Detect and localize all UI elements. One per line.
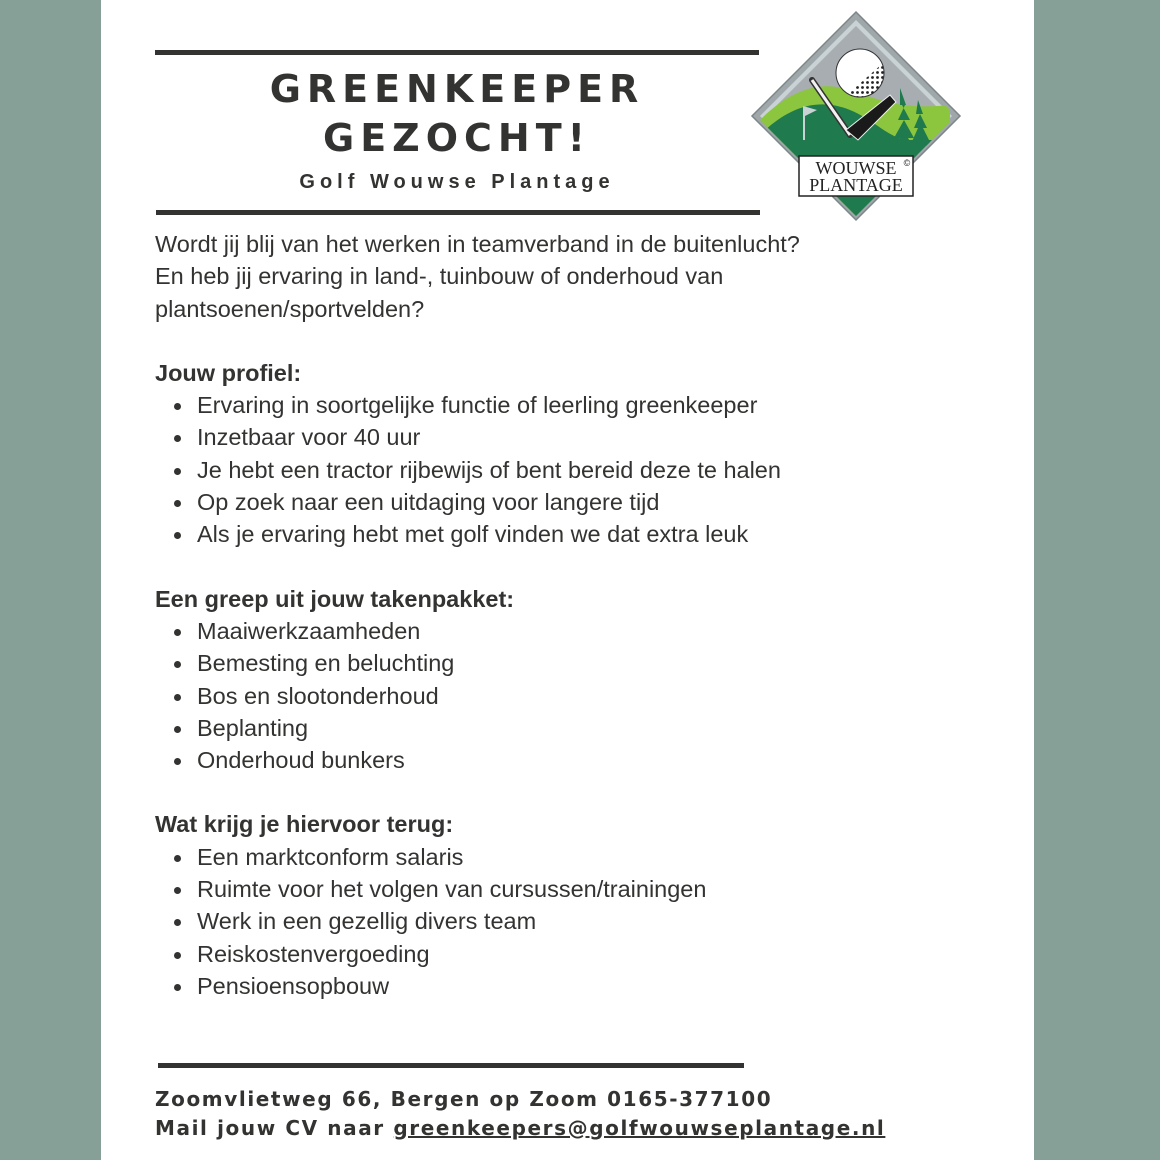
tasks-list <box>155 615 875 776</box>
list-item: Maaiwerkzaamheden <box>155 615 875 647</box>
section-heading-profile: Jouw profiel: <box>155 359 302 386</box>
list-item: Bemesting en beluchting <box>155 647 875 679</box>
list-item: Je hebt een tractor rijbewijs of bent bereid deze te halen <box>155 454 875 486</box>
flyer-page <box>101 0 1034 1160</box>
top-divider <box>155 50 759 55</box>
list-item: Onderhoud bunkers <box>155 744 875 776</box>
intro-line-3: plantsoenen/sportvelden? <box>155 295 425 322</box>
list-item: Reiskostenvergoeding <box>155 938 875 970</box>
section-heading-tasks: Een greep uit jouw takenpakket: <box>155 585 515 612</box>
list-item: Inzetbaar voor 40 uur <box>155 421 875 453</box>
intro-line-2: En heb jij ervaring in land-, tuinbouw of onderhoud van <box>155 263 724 290</box>
mail-line <box>155 1114 885 1143</box>
title-line-2: GEZOCHT! <box>323 116 591 160</box>
list-item: Ervaring in soortgelijke functie of leerling greenkeeper <box>155 389 875 421</box>
address-phone: Zoomvlietweg 66, Bergen op Zoom 0165-377100 <box>155 1087 773 1111</box>
job-description <box>155 228 875 1002</box>
list-item: Bos en slootonderhoud <box>155 680 875 712</box>
list-item: Een marktconform salaris <box>155 841 875 873</box>
mail-prefix: Mail jouw CV naar <box>155 1116 394 1140</box>
email-link[interactable]: greenkeepers@golfwouwseplantage.nl <box>393 1116 886 1140</box>
header-divider <box>156 210 760 215</box>
contact-footer <box>155 1085 885 1143</box>
benefits-list <box>155 841 875 1002</box>
svg-text:WOUWSE: WOUWSE <box>815 158 897 178</box>
list-item: Op zoek naar een uitdaging voor langere tijd <box>155 486 875 518</box>
intro-line-1: Wordt jij blij van het werken in teamverband in de buitenlucht? <box>155 231 800 257</box>
list-item: Pensioensopbouw <box>155 970 875 1002</box>
svg-text:PLANTAGE: PLANTAGE <box>809 175 903 195</box>
footer-divider <box>158 1063 744 1068</box>
list-item: Ruimte voor het volgen van cursussen/trainingen <box>155 873 875 905</box>
list-item: Als je ervaring hebt met golf vinden we dat extra leuk <box>155 518 875 550</box>
title-line-1: GREENKEEPER <box>269 67 645 111</box>
subtitle: Golf Wouwse Plantage <box>299 171 615 193</box>
list-item: Werk in een gezellig divers team <box>155 905 875 937</box>
list-item: Beplanting <box>155 712 875 744</box>
golf-ball-club-logo-icon <box>750 10 962 222</box>
section-heading-benefits: Wat krijg je hiervoor terug: <box>155 811 454 838</box>
svg-text:©: © <box>903 158 911 168</box>
profile-list <box>155 389 875 550</box>
golf-club-logo <box>750 10 962 222</box>
